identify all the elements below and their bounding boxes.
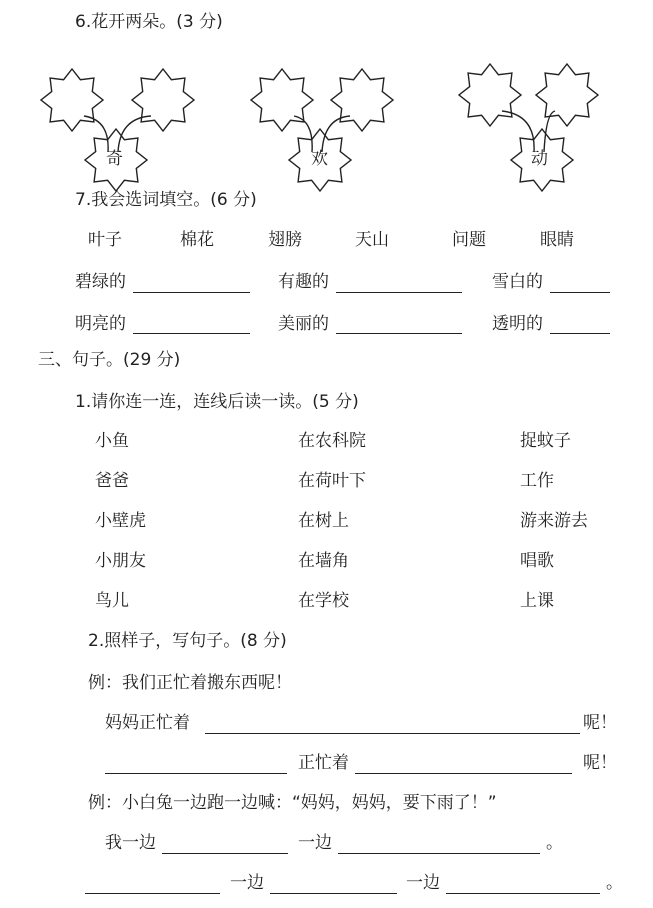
q7-title: 7.我会选词填空。(6 分) bbox=[75, 190, 257, 210]
blank-label: 碧绿的 bbox=[75, 272, 126, 292]
yibian-label: 一边 bbox=[406, 873, 440, 893]
blank-label: 透明的 bbox=[492, 314, 543, 334]
answer-blank[interactable] bbox=[336, 333, 462, 334]
match-item-col3[interactable]: 工作 bbox=[520, 471, 554, 491]
flower-center-3: 动 bbox=[531, 149, 548, 169]
sentence-mid: 正忙着 bbox=[298, 753, 349, 773]
petal-star-left bbox=[251, 69, 313, 131]
petal-star-left bbox=[41, 69, 103, 131]
flower-center-2: 欢 bbox=[311, 149, 328, 169]
example-1: 例：我们正忙着搬东西呢！ bbox=[88, 673, 292, 693]
section3-title: 三、句子。(29 分) bbox=[38, 350, 181, 370]
petal-star-right bbox=[331, 69, 393, 131]
q2-title: 2.照样子，写句子。(8 分) bbox=[88, 631, 287, 651]
word-option: 问题 bbox=[452, 230, 486, 250]
petal-star-left bbox=[459, 64, 521, 126]
petal-star-right bbox=[536, 64, 598, 126]
blank-label: 有趣的 bbox=[278, 272, 329, 292]
match-item-col1[interactable]: 鸟儿 bbox=[95, 591, 129, 611]
match-item-col2[interactable]: 在荷叶下 bbox=[298, 471, 366, 491]
period: 。 bbox=[546, 833, 563, 853]
word-option: 翅膀 bbox=[268, 230, 302, 250]
blank-label: 雪白的 bbox=[492, 272, 543, 292]
answer-blank[interactable] bbox=[133, 333, 250, 334]
answer-blank[interactable] bbox=[446, 893, 600, 894]
answer-blank[interactable] bbox=[105, 773, 287, 774]
answer-blank[interactable] bbox=[205, 733, 580, 734]
match-item-col1[interactable]: 小鱼 bbox=[95, 431, 129, 451]
match-item-col2[interactable]: 在树上 bbox=[298, 511, 349, 531]
match-item-col3[interactable]: 唱歌 bbox=[520, 551, 554, 571]
word-option: 眼睛 bbox=[540, 230, 574, 250]
yibian-label: 一边 bbox=[298, 833, 332, 853]
match-item-col1[interactable]: 爸爸 bbox=[95, 471, 129, 491]
sentence-prefix: 妈妈正忙着 bbox=[105, 713, 190, 733]
answer-blank[interactable] bbox=[336, 292, 462, 293]
petal-star-right bbox=[132, 69, 194, 131]
blank-label: 明亮的 bbox=[75, 314, 126, 334]
sentence-prefix: 我一边 bbox=[105, 833, 156, 853]
match-item-col2[interactable]: 在农科院 bbox=[298, 431, 366, 451]
match-item-col3[interactable]: 上课 bbox=[520, 591, 554, 611]
answer-blank[interactable] bbox=[162, 853, 288, 854]
word-option: 天山 bbox=[355, 230, 389, 250]
match-item-col1[interactable]: 小朋友 bbox=[95, 551, 146, 571]
word-option: 叶子 bbox=[88, 230, 122, 250]
answer-blank[interactable] bbox=[85, 893, 220, 894]
yibian-label: 一边 bbox=[230, 873, 264, 893]
answer-blank[interactable] bbox=[550, 333, 610, 334]
answer-blank[interactable] bbox=[270, 893, 397, 894]
match-item-col2[interactable]: 在墙角 bbox=[298, 551, 349, 571]
answer-blank[interactable] bbox=[338, 853, 540, 854]
answer-blank[interactable] bbox=[550, 292, 610, 293]
answer-blank[interactable] bbox=[133, 292, 250, 293]
match-item-col3[interactable]: 捉蚊子 bbox=[520, 431, 571, 451]
answer-blank[interactable] bbox=[355, 773, 572, 774]
word-option: 棉花 bbox=[180, 230, 214, 250]
period: 。 bbox=[606, 873, 623, 893]
sentence-suffix: 呢！ bbox=[583, 753, 617, 773]
match-item-col2[interactable]: 在学校 bbox=[298, 591, 349, 611]
match-item-col3[interactable]: 游来游去 bbox=[520, 511, 588, 531]
blank-label: 美丽的 bbox=[278, 314, 329, 334]
example-2: 例：小白兔一边跑一边喊：“妈妈，妈妈，要下雨了！” bbox=[88, 793, 497, 813]
q1-title: 1.请你连一连，连线后读一读。(5 分) bbox=[75, 392, 359, 412]
match-item-col1[interactable]: 小壁虎 bbox=[95, 511, 146, 531]
q6-title: 6.花开两朵。(3 分) bbox=[75, 12, 223, 32]
flower-center-1: 奇 bbox=[106, 149, 123, 169]
sentence-suffix: 呢！ bbox=[583, 713, 617, 733]
